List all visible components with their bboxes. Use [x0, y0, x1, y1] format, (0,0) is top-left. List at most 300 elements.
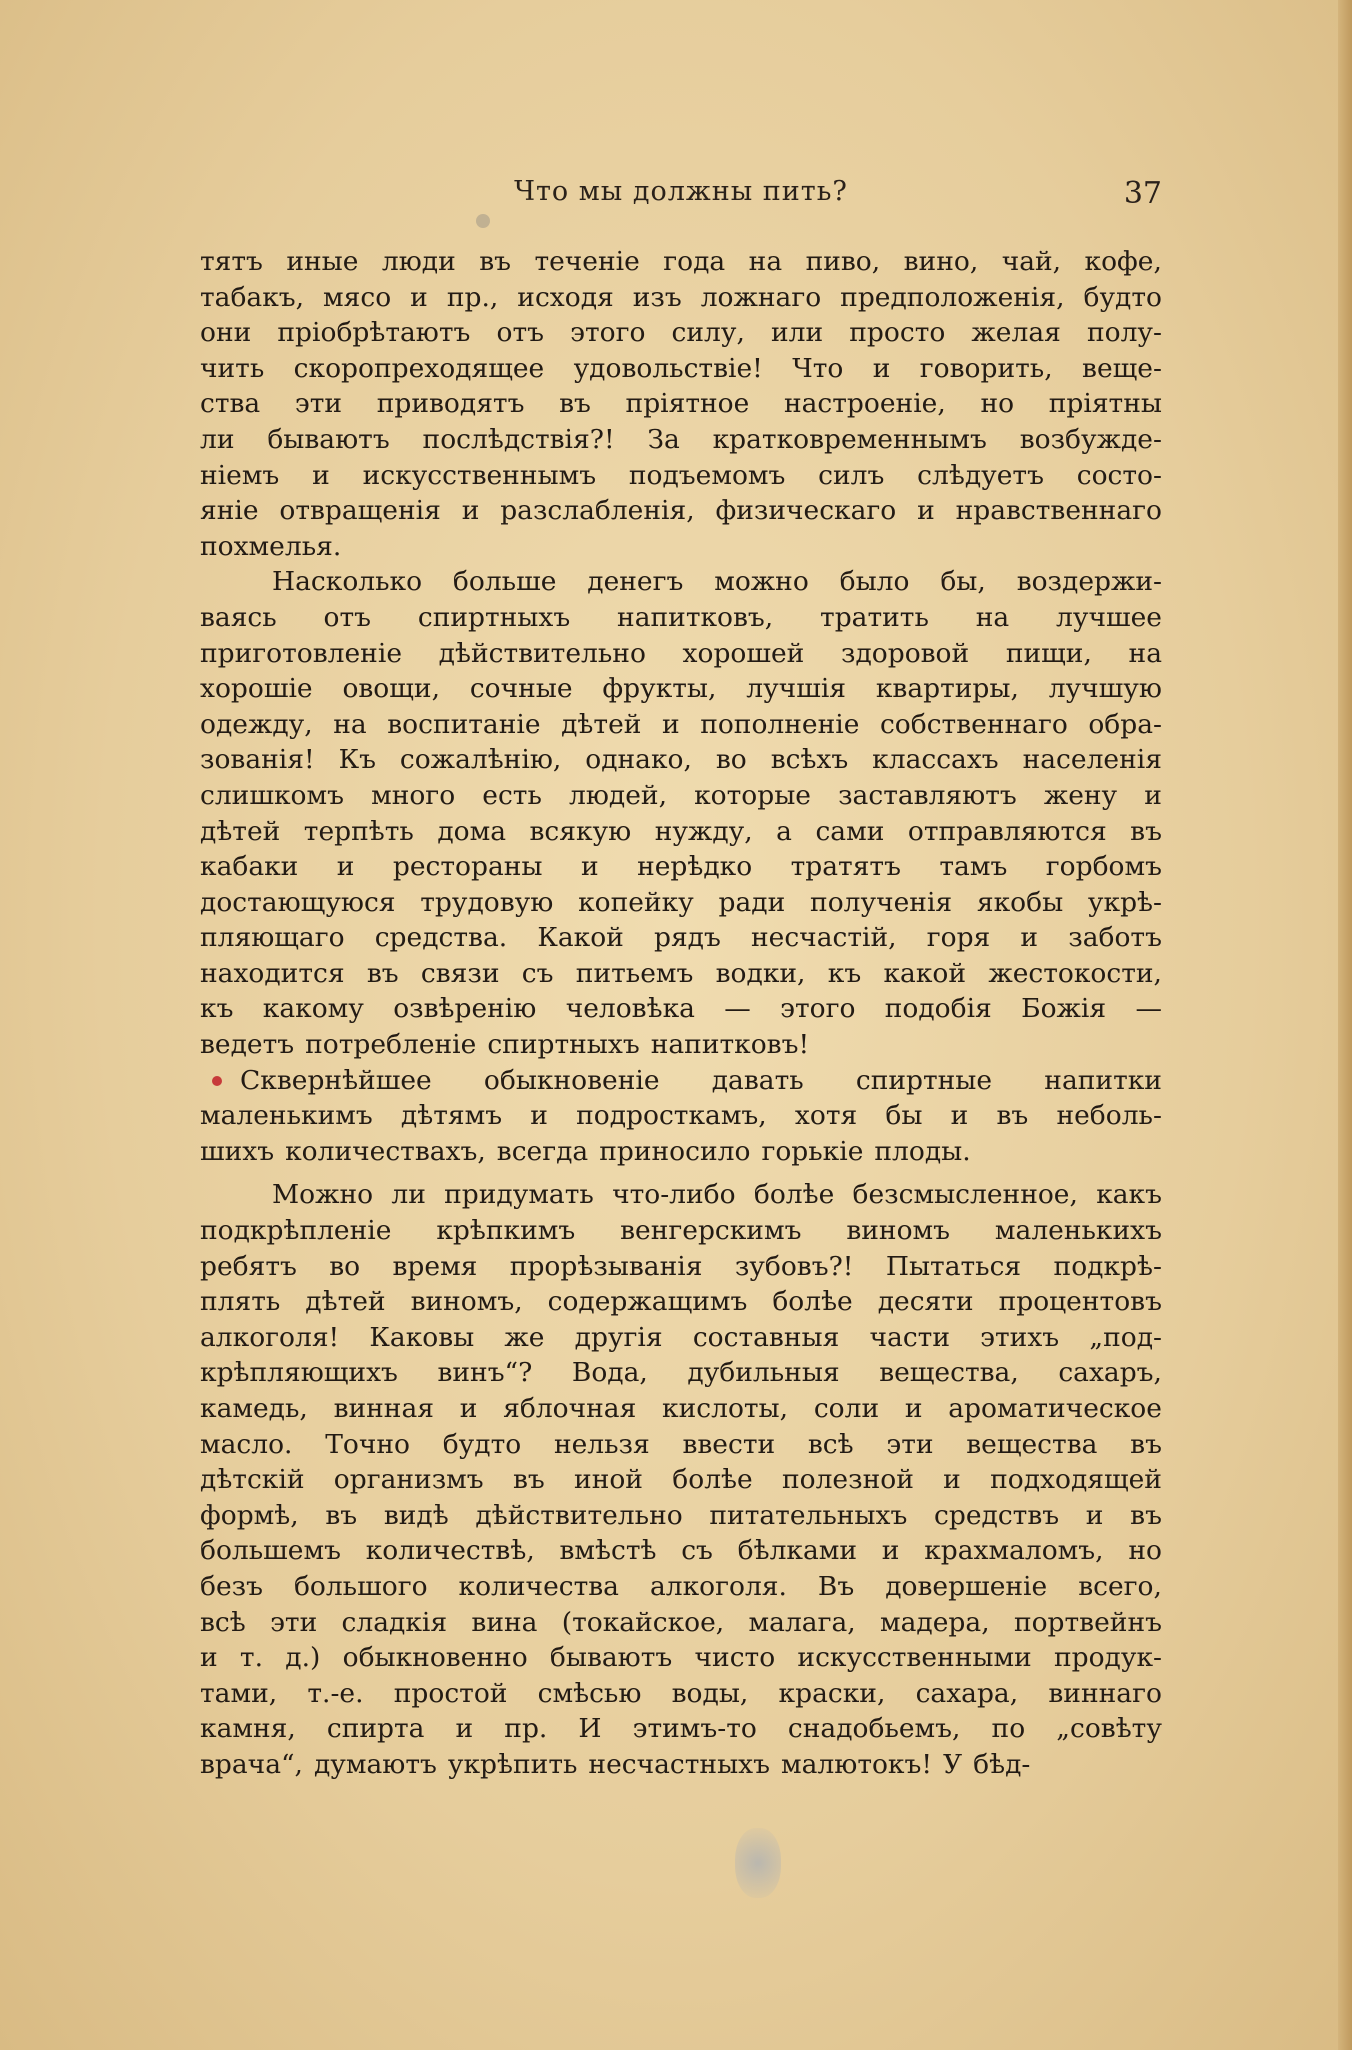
- word: болѣе: [672, 1464, 753, 1496]
- word: соли: [813, 1393, 880, 1424]
- word: венгерскимъ: [620, 1215, 802, 1247]
- word: которые: [694, 779, 811, 811]
- word: всѣ: [200, 1606, 246, 1638]
- word: десяти: [877, 1286, 974, 1318]
- word: и: [200, 1642, 218, 1674]
- word: бываютъ: [267, 423, 390, 455]
- word: съ: [681, 1535, 713, 1567]
- word: слѣдуетъ: [917, 459, 1044, 491]
- word: много: [371, 779, 456, 811]
- word: другія: [574, 1321, 663, 1353]
- word: За: [647, 423, 680, 455]
- word: слишкомъ: [200, 779, 344, 811]
- red-dot-mark: [212, 1076, 222, 1086]
- word: хорошіе: [200, 673, 313, 705]
- word: и: [1020, 922, 1039, 954]
- word: чай,: [1001, 246, 1062, 277]
- word: и: [881, 1535, 900, 1567]
- word: спирта: [326, 1713, 425, 1745]
- word: плоды.: [874, 1135, 971, 1167]
- text-line: [200, 885, 1162, 921]
- text-line: [200, 386, 1162, 422]
- word: полученія: [810, 886, 953, 918]
- word: возбужде-: [1019, 423, 1162, 455]
- word: тратить: [820, 601, 929, 633]
- word: И: [578, 1713, 602, 1745]
- word: искусственными: [797, 1642, 1032, 1674]
- word: этимъ-то: [632, 1713, 757, 1745]
- text-line: [200, 280, 1162, 316]
- word: краски,: [778, 1677, 886, 1709]
- word: состо-: [1076, 459, 1162, 491]
- word: малага,: [748, 1606, 856, 1638]
- word: лучшую: [1048, 673, 1162, 705]
- word: ложнаго: [700, 281, 822, 313]
- word: настроеніе,: [783, 388, 946, 420]
- word: обыкновенно: [342, 1642, 528, 1674]
- word: придумать: [444, 1179, 594, 1211]
- word: можно: [714, 566, 809, 598]
- word: камня,: [200, 1713, 296, 1745]
- word: подъемомъ: [628, 459, 786, 491]
- word: бы: [885, 1100, 923, 1132]
- word: тятъ: [200, 246, 263, 277]
- word: подросткамъ,: [576, 1100, 767, 1132]
- word: пр.,: [446, 281, 499, 313]
- word: находится: [200, 957, 345, 989]
- word: (токайское,: [561, 1606, 725, 1638]
- word: алкоголя!: [200, 1321, 340, 1353]
- word: и: [661, 708, 680, 740]
- word: копейку: [578, 886, 694, 918]
- word: Точно: [325, 1428, 410, 1460]
- word: и: [459, 1393, 478, 1424]
- word: яблочная: [503, 1393, 637, 1424]
- paragraph: [200, 1063, 1162, 1170]
- word: одежду,: [200, 708, 313, 740]
- word: здоровой: [841, 637, 970, 669]
- word: отвращенія: [279, 495, 441, 527]
- word: дѣтскій: [200, 1464, 305, 1496]
- word: искусственнымъ: [362, 459, 597, 491]
- text-line: [200, 493, 1162, 529]
- text-line: [200, 707, 1162, 743]
- word: кислоты,: [662, 1393, 789, 1424]
- running-title: Что мы должны пить?: [514, 176, 848, 207]
- word: питательныхъ: [709, 1499, 908, 1531]
- word: было: [839, 566, 910, 598]
- word: количества: [458, 1570, 619, 1602]
- word: малютокъ!: [781, 1748, 933, 1780]
- paragraph-gap: [200, 1169, 1162, 1177]
- word: укрѣ-: [1087, 886, 1162, 918]
- word: и: [1085, 1499, 1104, 1531]
- word: въ: [366, 957, 399, 989]
- word: несчастныхъ: [588, 1748, 770, 1780]
- word: и: [872, 352, 891, 384]
- word: ваясь: [200, 601, 277, 633]
- word: ароматическое: [948, 1393, 1162, 1424]
- text-line: [200, 1605, 1162, 1641]
- word: напитковъ!: [650, 1029, 810, 1061]
- word: сочные: [469, 673, 573, 705]
- word: количествѣ,: [365, 1535, 535, 1567]
- word: иные: [286, 246, 359, 277]
- word: бы,: [940, 566, 986, 598]
- word: ніемъ: [200, 459, 280, 491]
- paragraph: [200, 1177, 1162, 1782]
- word: думаютъ: [313, 1748, 437, 1780]
- word: лучшія: [746, 673, 847, 705]
- word: потребленіе: [305, 1029, 477, 1061]
- word: подходящей: [990, 1464, 1162, 1496]
- word: всегда: [496, 1135, 589, 1167]
- word: дѣтей: [200, 815, 281, 847]
- word: средствъ: [934, 1499, 1060, 1531]
- word: жестокости,: [988, 957, 1162, 989]
- text-line: [200, 351, 1162, 387]
- word: содержащимъ: [547, 1286, 748, 1318]
- word: „под-: [1089, 1321, 1162, 1353]
- word: нерѣдко: [637, 851, 753, 883]
- word: виннаго: [1048, 1677, 1162, 1709]
- word: напитковъ,: [617, 601, 774, 633]
- word: какой: [883, 957, 967, 989]
- word: чить: [200, 352, 265, 384]
- text-line: [200, 564, 1162, 600]
- word: кофе,: [1084, 246, 1162, 277]
- word: будто: [1083, 281, 1162, 313]
- word: классахъ: [872, 744, 999, 776]
- text-line: [200, 458, 1162, 494]
- word: Какой: [537, 922, 624, 954]
- word: давать: [711, 1064, 804, 1096]
- word: и: [943, 1464, 961, 1496]
- word: собственнаго: [879, 708, 1068, 740]
- word: дѣйствительно: [438, 637, 646, 669]
- word: вино,: [903, 246, 979, 277]
- word: есть: [482, 779, 542, 811]
- word: въ: [559, 388, 591, 420]
- word: похмелья.: [200, 530, 342, 562]
- word: обра-: [1088, 708, 1162, 740]
- word: и: [580, 851, 599, 883]
- word: формѣ,: [200, 1499, 299, 1531]
- word: въ: [1130, 1428, 1162, 1460]
- word: ли: [391, 1179, 426, 1211]
- word: горя: [926, 922, 991, 954]
- word: т.-е.: [307, 1677, 364, 1709]
- word: Божія: [1021, 993, 1107, 1025]
- page-number: 37: [1123, 176, 1162, 211]
- word: достающуюся: [200, 886, 396, 918]
- word: на: [333, 708, 367, 740]
- word: неболь-: [1056, 1100, 1162, 1132]
- word: въ: [1130, 1499, 1162, 1531]
- word: большого: [293, 1570, 428, 1602]
- text-line: [200, 1027, 1162, 1063]
- word: дубильныя: [687, 1357, 840, 1389]
- word: портвейнъ: [1013, 1606, 1162, 1638]
- word: крахмаломъ,: [924, 1535, 1104, 1567]
- text-line: [200, 778, 1162, 814]
- word: хорошей: [682, 637, 805, 669]
- body-text: [200, 244, 1162, 1783]
- word: нравственнаго: [955, 495, 1162, 527]
- word: сожалѣнію,: [399, 744, 562, 776]
- word: но: [980, 388, 1015, 420]
- word: люди: [381, 246, 456, 277]
- text-line: [200, 671, 1162, 707]
- word: Насколько: [272, 566, 423, 598]
- word: на: [1128, 637, 1162, 669]
- text-line: [200, 315, 1162, 351]
- word: связи: [420, 957, 500, 989]
- word: масло.: [200, 1428, 293, 1460]
- word: Каковы: [369, 1321, 475, 1353]
- word: желая: [971, 317, 1061, 349]
- word: въ: [325, 1499, 358, 1531]
- word: продук-: [1053, 1642, 1162, 1674]
- word: и: [312, 459, 330, 491]
- word: Что: [792, 352, 844, 384]
- word: пр.: [504, 1713, 548, 1745]
- word: подкрѣпленіе: [200, 1215, 392, 1247]
- word: пріятны: [1048, 388, 1162, 420]
- word: дома: [437, 815, 507, 847]
- word: составныя: [692, 1321, 840, 1353]
- word: маленькихъ: [994, 1215, 1162, 1247]
- word: Пытаться: [885, 1250, 1022, 1282]
- word: винъ“?: [437, 1357, 533, 1389]
- word: Въ: [817, 1570, 855, 1602]
- text-line: [200, 1213, 1162, 1249]
- word: дѣтей: [305, 1286, 386, 1318]
- word: пиво,: [805, 246, 881, 277]
- word: водки,: [715, 957, 806, 989]
- word: т.: [239, 1642, 264, 1674]
- text-line: [200, 991, 1162, 1027]
- word: теченіе: [534, 246, 640, 277]
- word: воспитаніе: [387, 708, 541, 740]
- word: говорить,: [919, 352, 1053, 384]
- word: тамъ: [939, 851, 1008, 883]
- word: крѣпляющихъ: [200, 1357, 398, 1389]
- word: ства: [200, 388, 261, 420]
- word: пищи,: [1005, 637, 1092, 669]
- word: этихъ: [980, 1321, 1060, 1353]
- word: же: [504, 1321, 545, 1353]
- word: и: [1144, 779, 1162, 811]
- word: горбомъ: [1045, 851, 1162, 883]
- word: полезной: [781, 1464, 914, 1496]
- word: населенія: [1022, 744, 1162, 776]
- text-line: [200, 1134, 1162, 1170]
- word: Сквернѣйшее: [240, 1064, 432, 1096]
- text-line: [200, 1355, 1162, 1391]
- word: и: [455, 1713, 474, 1745]
- text-line: [200, 1098, 1162, 1134]
- word: скоропреходящее: [293, 352, 545, 384]
- word: воздержи-: [1016, 566, 1162, 598]
- word: Можно: [272, 1179, 374, 1211]
- word: пріятное: [625, 388, 750, 420]
- word: бываютъ: [549, 1642, 673, 1674]
- text-line: [200, 1391, 1162, 1427]
- word: части: [869, 1321, 950, 1353]
- word: во: [715, 744, 747, 776]
- word: дѣйствительно: [475, 1499, 683, 1531]
- word: съ: [521, 957, 554, 989]
- text-line: [200, 1427, 1162, 1463]
- word: отъ: [323, 601, 372, 633]
- page-edge-shadow: [1338, 0, 1352, 2050]
- word: вмѣстѣ: [559, 1535, 657, 1567]
- word: эти: [294, 388, 343, 420]
- word: Вода,: [571, 1357, 648, 1389]
- text-line: [200, 1533, 1162, 1569]
- word: квартиры,: [875, 673, 1019, 705]
- word: сахаръ,: [1058, 1357, 1162, 1389]
- word: виномъ: [846, 1215, 951, 1247]
- word: сахара,: [915, 1677, 1019, 1709]
- word: хотя: [794, 1100, 858, 1132]
- word: этого: [570, 317, 646, 349]
- word: людей,: [569, 779, 667, 811]
- word: рядъ: [653, 922, 721, 954]
- word: на: [975, 601, 1010, 633]
- word: изъ: [632, 281, 682, 313]
- word: силу,: [671, 317, 745, 349]
- word: приготовленіе: [200, 637, 402, 669]
- word: этого: [780, 993, 856, 1025]
- word: и: [336, 851, 355, 883]
- word: пріобрѣтаютъ: [277, 317, 471, 349]
- word: простой: [393, 1677, 508, 1709]
- text-line: [200, 1284, 1162, 1320]
- word: и: [950, 1100, 969, 1132]
- word: ради: [718, 886, 786, 918]
- word: снадобьемъ,: [787, 1713, 961, 1745]
- word: во: [329, 1250, 361, 1282]
- text-line: [200, 422, 1162, 458]
- word: рестораны: [392, 851, 543, 883]
- word: дѣтей: [561, 708, 642, 740]
- word: напитки: [1044, 1064, 1162, 1096]
- word: ввести: [682, 1428, 776, 1460]
- word: мадера,: [880, 1606, 990, 1638]
- word: д.): [285, 1642, 321, 1674]
- word: кратковременнымъ: [712, 423, 987, 455]
- word: безъ: [200, 1570, 263, 1602]
- word: якобы: [976, 886, 1064, 918]
- word: послѣдствія?!: [422, 423, 615, 455]
- word: въ: [479, 246, 511, 277]
- word: ведетъ: [200, 1029, 295, 1061]
- word: винная: [333, 1393, 434, 1424]
- text-line: [200, 849, 1162, 885]
- word: отправляются: [907, 815, 1107, 847]
- word: спиртныхъ: [487, 1029, 640, 1061]
- word: фрукты,: [602, 673, 717, 705]
- text-line: [200, 1747, 1162, 1783]
- text-line: [200, 1320, 1162, 1356]
- word: эти: [270, 1606, 318, 1638]
- paragraph: [200, 244, 1162, 564]
- word: чисто: [694, 1642, 776, 1674]
- word: всякую: [529, 815, 632, 847]
- word: силъ: [818, 459, 885, 491]
- text-line: [200, 244, 1162, 280]
- word: несчастій,: [751, 922, 897, 954]
- word: они: [200, 317, 252, 349]
- word: укрѣпить: [447, 1748, 578, 1780]
- word: эти: [886, 1428, 934, 1460]
- running-header: [200, 176, 1162, 224]
- text-line: [200, 920, 1162, 956]
- word: табакъ,: [200, 281, 305, 313]
- word: отъ: [496, 317, 544, 349]
- word: въ: [996, 1100, 1029, 1132]
- word: и: [904, 1393, 923, 1424]
- text-line: [200, 814, 1162, 850]
- word: спиртныхъ: [417, 601, 571, 633]
- word: жену: [1043, 779, 1118, 811]
- ink-stain: [735, 1828, 781, 1898]
- word: сами: [815, 815, 885, 847]
- word: зованія!: [200, 744, 315, 776]
- word: къ: [827, 957, 862, 989]
- text-line: [200, 1249, 1162, 1285]
- word: къ: [200, 993, 234, 1025]
- text-line: [200, 1711, 1162, 1747]
- text-line: [200, 1498, 1162, 1534]
- word: что-либо: [612, 1179, 736, 1211]
- word: кабаки: [200, 851, 299, 883]
- text-line: [200, 742, 1162, 778]
- word: количествахъ,: [285, 1135, 486, 1167]
- word: врача“,: [200, 1748, 303, 1780]
- word: зубовъ?!: [734, 1250, 854, 1282]
- word: полу-: [1086, 317, 1162, 349]
- word: какъ: [1096, 1179, 1162, 1211]
- word: всего,: [1078, 1570, 1162, 1602]
- text-line: [200, 1063, 1162, 1099]
- word: горькіе: [761, 1135, 864, 1167]
- word: сладкія: [341, 1606, 448, 1638]
- word: въ: [512, 1464, 545, 1496]
- word: маленькимъ: [200, 1100, 373, 1132]
- word: года: [663, 246, 726, 277]
- word: ребятъ: [200, 1250, 297, 1282]
- word: организмъ: [333, 1464, 484, 1496]
- word: тами,: [200, 1677, 278, 1709]
- word: и: [917, 495, 935, 527]
- word: пополненіе: [700, 708, 860, 740]
- text-line: [200, 1569, 1162, 1605]
- word: овощи,: [342, 673, 440, 705]
- word: лучшее: [1056, 601, 1162, 633]
- word: виномъ,: [410, 1286, 523, 1318]
- word: какому: [262, 993, 364, 1025]
- text-line: [200, 1462, 1162, 1498]
- word: алкоголя.: [649, 1570, 787, 1602]
- word: дѣтямъ: [400, 1100, 503, 1132]
- word: предположенія,: [840, 281, 1065, 313]
- word: больше: [452, 566, 557, 598]
- word: пляющаго: [200, 922, 345, 954]
- word: большемъ: [200, 1535, 341, 1567]
